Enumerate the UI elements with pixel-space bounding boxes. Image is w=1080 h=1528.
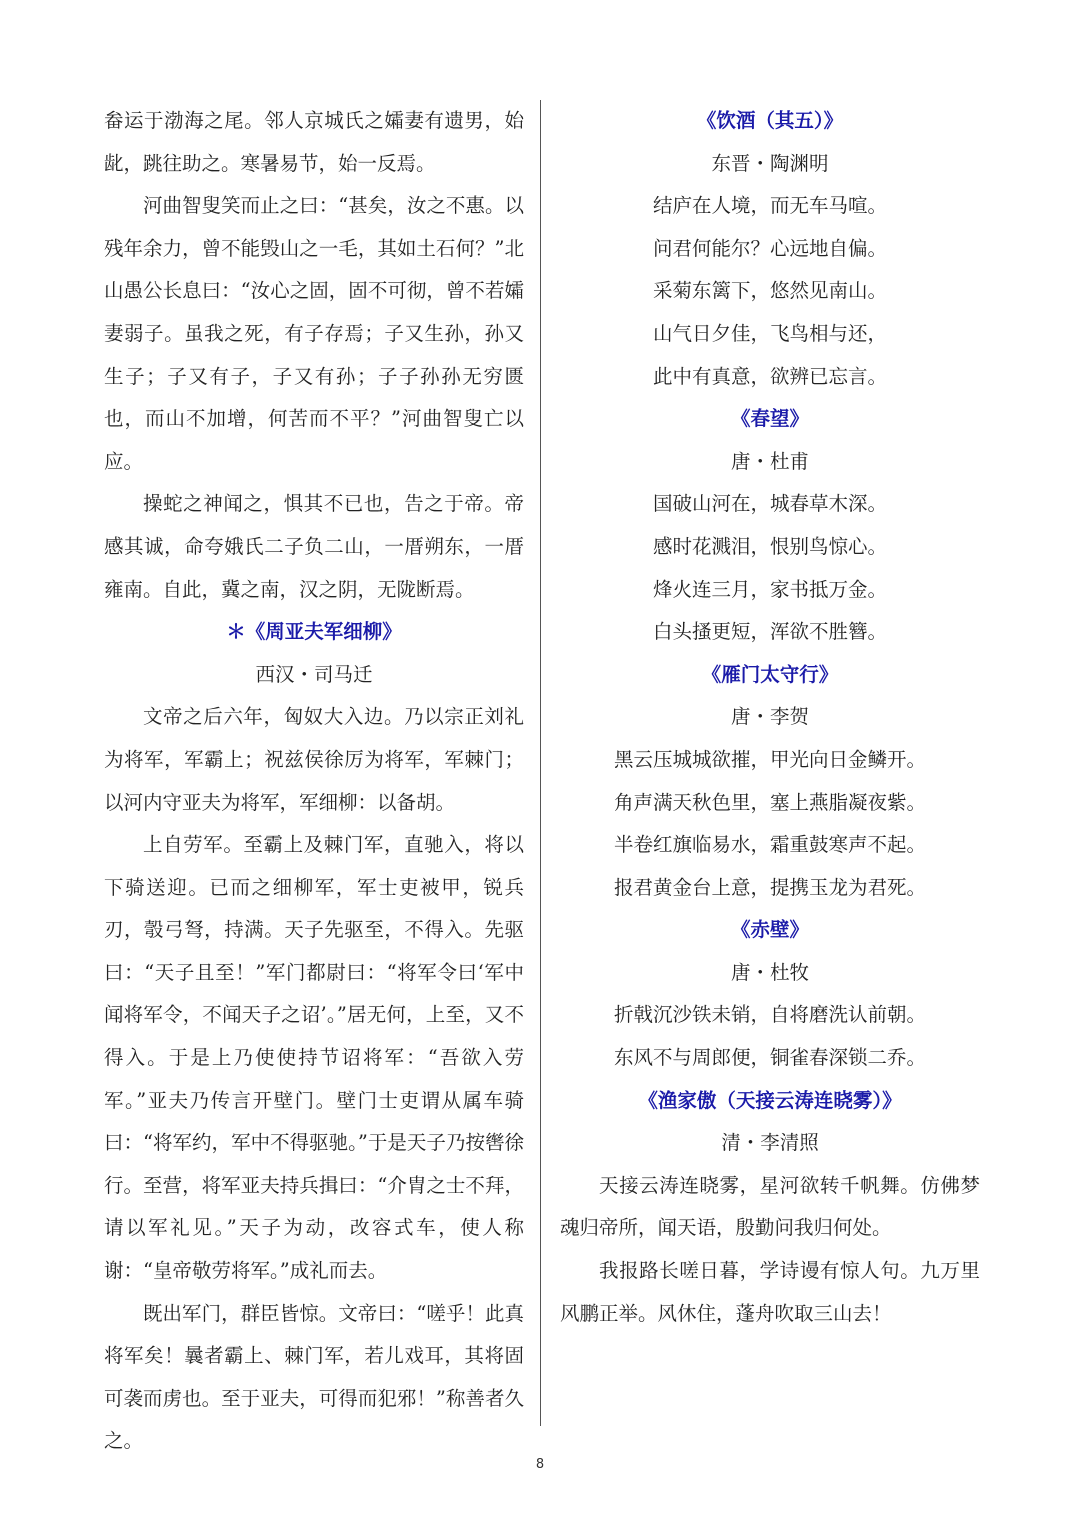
poem-title: 《饮酒（其五）》 (696, 109, 844, 132)
zhouyafu-title: ＊《周亚夫军细柳》 (226, 620, 402, 644)
yugong-paragraph-2: 河曲智叟笑而止之曰：“甚矣，汝之不惠。以残年余力，曾不能毁山之一毛，其如土石何？”北山愚公长息曰：“汝心之固，固不可彻，曾不若孀妻弱子。虽我之死，有子存焉；子又生孙，孙又生子；子又有子，子又有孙；子子孙孙无穷匮也，而山不加增，何苦而不平？”河曲智叟亡以应。 (104, 194, 524, 473)
poem-line: 角声满天秋色里，塞上燕脂凝夜紫。 (613, 790, 926, 814)
poem-line: 问君何能尔？心远地自偏。 (652, 236, 887, 260)
poem-author: 东晋・陶渊明 (711, 151, 829, 175)
yugong-paragraph-1: 畚运于渤海之尾。邻人京城氏之孀妻有遗男，始龀，跳往助之。寒暑易节，始一反焉。 (104, 109, 524, 175)
poem-line: 感时花溅泪，恨别鸟惊心。 (652, 534, 887, 558)
poem-line: 国破山河在，城春草木深。 (652, 492, 887, 516)
zhouyafu-paragraph-2: 上自劳军。至霸上及棘门军，直驰入，将以下骑送迎。已而之细柳军，军士吏被甲，锐兵刃，彀弓弩，持满。天子先驱至，不得入。先驱曰：“天子且至！”军门都尉曰：“将军令曰‘军中闻将军令，不闻天子之诏’。”居无何，上至，又不得入。于是上乃使使持节诏将军：“吾欲入劳军。”亚夫乃传言开壁门。壁门士吏谓从属车骑曰：“将军约，军中不得驱驰。”于是天子乃按辔徐行。至营，将军亚夫持兵揖曰：“介胄之士不拜，请以军礼见。”天子为动，改容式车，使人称谢：“皇帝敬劳将军。”成礼而去。 (104, 833, 524, 1283)
poem-line: 烽火连三月，家书抵万金。 (652, 577, 887, 601)
poem-author: 唐・李贺 (730, 705, 809, 729)
page-number: 8 (535, 1457, 545, 1472)
ci-paragraph: 我报路长嗟日暮，学诗谩有惊人句。九万里风鹏正举。风休住，蓬舟吹取三山去！ (560, 1259, 980, 1325)
poem-title: 《渔家傲（天接云涛连晓雾）》 (638, 1088, 902, 1112)
poem-line: 结庐在人境，而无车马喧。 (652, 194, 887, 218)
zhouyafu-paragraph-1: 文帝之后六年，匈奴大入边。乃以宗正刘礼为将军，军霸上；祝兹侯徐厉为将军，军棘门；以河内守亚夫为将军，军细柳：以备胡。 (104, 705, 524, 814)
poem-title: 《雁门太守行》 (701, 662, 839, 686)
poem-author: 唐・杜牧 (730, 960, 809, 984)
left-column (104, 100, 524, 1463)
poem-title: 《春望》 (730, 407, 809, 431)
poem-title: 《赤壁》 (730, 918, 809, 942)
poem-line: 半卷红旗临易水，霜重鼓寒声不起。 (613, 833, 926, 857)
poem-author: 清・李清照 (721, 1131, 819, 1155)
ci-paragraph: 天接云涛连晓雾，星河欲转千帆舞。仿佛梦魂归帝所，闻天语，殷勤问我归何处。 (560, 1173, 980, 1240)
poem-line: 白头搔更短，浑欲不胜簪。 (652, 620, 887, 644)
poem-line: 报君黄金台上意，提携玉龙为君死。 (613, 875, 926, 899)
poem-line: 折戟沉沙铁未销，自将磨洗认前朝。 (613, 1003, 926, 1027)
poem-line: 此中有真意，欲辨已忘言。 (652, 364, 887, 388)
yugong-paragraph-3: 操蛇之神闻之，惧其不已也，告之于帝。帝感其诚，命夸娥氏二子负二山，一厝朔东，一厝雍南。自此，冀之南，汉之阴，无陇断焉。 (104, 492, 524, 601)
poem-line: 山气日夕佳，飞鸟相与还， (652, 321, 887, 345)
poem-line: 采菊东篱下，悠然见南山。 (652, 279, 887, 303)
right-column (560, 100, 980, 1335)
zhouyafu-author: 西汉・司马迁 (255, 662, 373, 686)
column-divider (540, 100, 541, 1426)
poem-line: 东风不与周郎便，铜雀春深锁二乔。 (613, 1046, 926, 1070)
poem-line: 黑云压城城欲摧，甲光向日金鳞开。 (613, 747, 926, 771)
zhouyafu-paragraph-3: 既出军门，群臣皆惊。文帝曰：“嗟乎！此真将军矣！曩者霸上、棘门军，若儿戏耳，其将固可袭而虏也。至于亚夫，可得而犯邪！”称善者久之。 (104, 1301, 524, 1453)
poem-author: 唐・杜甫 (730, 449, 809, 473)
